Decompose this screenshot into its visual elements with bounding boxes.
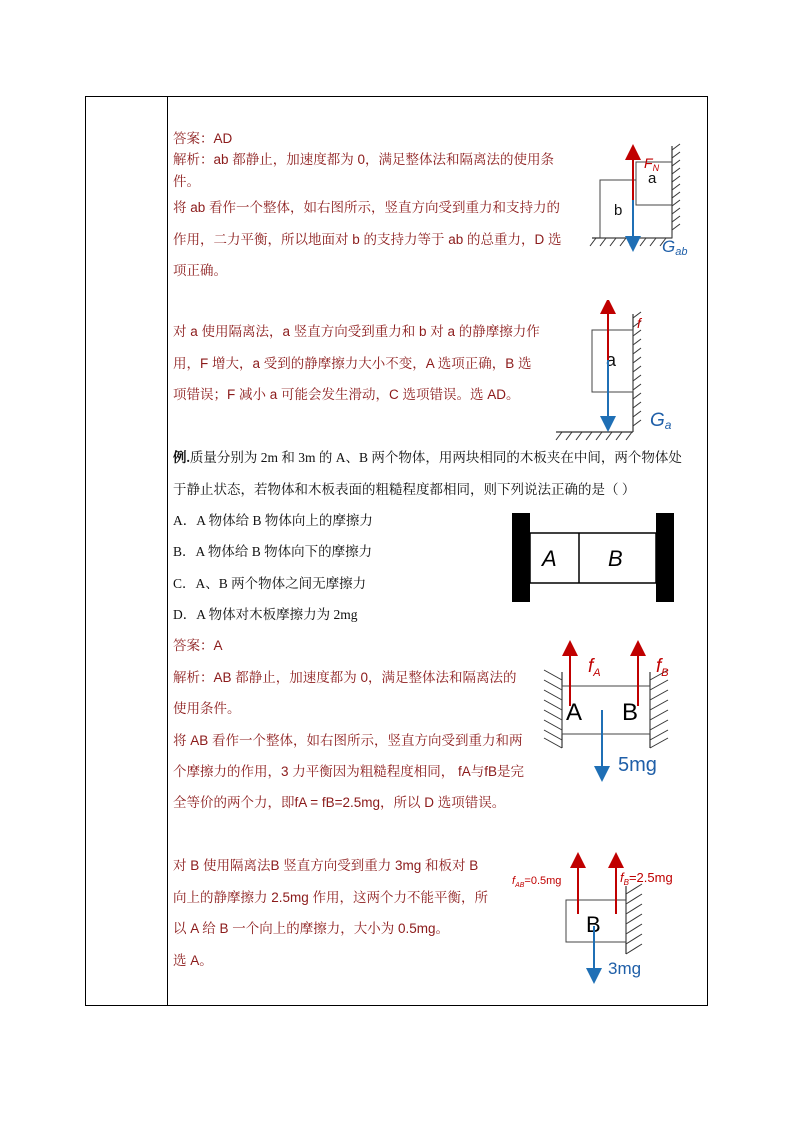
example-stem-line2: 于静止状态，若物体和木板表面的粗糙程度都相同，则下列说法正确的是（ ） xyxy=(173,482,636,497)
label-b: b xyxy=(614,202,623,219)
left-wall-hatching xyxy=(544,670,562,748)
figure-b-isolated xyxy=(508,850,698,985)
answer-1: 答案：AD xyxy=(173,131,233,146)
force-gab: Gab xyxy=(662,237,688,258)
iso-2-line1: 对 B 使用隔离法B 竖直方向受到重力 3mg 和板对 B xyxy=(173,858,479,873)
analysis-1-line2: 件。 xyxy=(173,174,200,189)
force-ga: Ga xyxy=(650,410,672,432)
label-a: a xyxy=(648,170,657,187)
figure-ab-boards xyxy=(510,511,678,604)
ground-hatching xyxy=(556,432,632,440)
column-divider xyxy=(167,97,168,1005)
weight-label: 5mg xyxy=(618,754,657,776)
whole-1-line1: 将 ab 看作一个整体，如右图所示，竖直方向受到重力和支持力的 xyxy=(173,200,561,215)
option-a: A．A 物体给 B 物体向上的摩擦力 xyxy=(173,513,373,528)
iso-2-line2: 向上的静摩擦力 2.5mg 作用，这两个力不能平衡，所 xyxy=(173,890,489,905)
analysis-2-line1: 解析：AB 都静止，加速度都为 0，满足整体法和隔离法的 xyxy=(173,670,517,685)
label-a: a xyxy=(606,350,617,370)
force-f: f xyxy=(637,315,641,331)
analysis-1-line1: 解析：ab 都静止，加速度都为 0，满足整体法和隔离法的使用条 xyxy=(173,152,555,167)
whole-1-line2: 作用，二力平衡，所以地面对 b 的支持力等于 ab 的总重力，D 选 xyxy=(173,232,562,247)
figure-ab-whole xyxy=(588,140,700,262)
answer-2: 答案：A xyxy=(173,638,223,653)
force-fn: $F_N$ xyxy=(644,155,660,173)
weight-label: 3mg xyxy=(608,959,642,978)
example-stem-line1 xyxy=(173,447,682,469)
whole-1-line3: 项正确。 xyxy=(173,263,227,278)
option-b: B．A 物体给 B 物体向下的摩擦力 xyxy=(173,544,373,559)
label-B: B xyxy=(586,912,601,937)
iso-2-line3: 以 A 给 B 一个向上的摩擦力，大小为 0.5mg。 xyxy=(173,921,450,936)
example-stem-text: 质量分别为 2m 和 3m 的 A、B 两个物体，用两块相同的木板夹在中间，两个物体处 xyxy=(189,450,682,465)
label-A: A xyxy=(566,699,583,726)
option-d: D．A 物体对木板摩擦力为 2mg xyxy=(173,607,358,622)
wall-hatching xyxy=(672,144,680,230)
analysis-2-line2: 使用条件。 xyxy=(173,701,241,716)
force-fb: $f_B$ xyxy=(656,656,669,679)
label-B: B xyxy=(608,546,623,571)
force-fb: $f_B=2.5mg$ xyxy=(620,870,673,887)
figure-a-isolated xyxy=(552,300,682,442)
whole-2-line2: 个摩擦力的作用，3 力平衡因为粗糙程度相同， fA与fB是完 xyxy=(173,764,525,779)
left-board xyxy=(512,513,530,602)
force-fa: $f_A$ xyxy=(588,656,601,679)
right-wall-hatching xyxy=(650,670,668,748)
whole-2-line3: 全等价的两个力，即fA = fB=2.5mg，所以 D 选项错误。 xyxy=(173,795,506,810)
iso-1-line2: 用，F 增大，a 受到的静摩擦力大小不变，A 选项正确，B 选 xyxy=(173,356,532,371)
option-c: C．A、B 两个物体之间无摩擦力 xyxy=(173,576,367,591)
conclusion: 选 A。 xyxy=(173,953,213,968)
iso-1-line1: 对 a 使用隔离法，a 竖直方向受到重力和 b 对 a 的静摩擦力作 xyxy=(173,324,540,339)
whole-2-line1: 将 AB 看作一个整体，如右图所示，竖直方向受到重力和两 xyxy=(173,733,523,748)
example-prefix: 例. xyxy=(173,450,190,465)
right-board xyxy=(656,513,674,602)
iso-1-line3: 项错误；F 减小 a 可能会发生滑动，C 选项错误。选 AD。 xyxy=(173,387,520,402)
force-fab: $f_{AB}=0.5mg$ xyxy=(512,875,562,889)
wall-hatching xyxy=(626,884,642,954)
ground-hatching xyxy=(590,238,666,246)
label-A: A xyxy=(542,546,557,571)
label-B: B xyxy=(622,699,639,726)
figure-ab-whole-forces xyxy=(540,640,690,785)
